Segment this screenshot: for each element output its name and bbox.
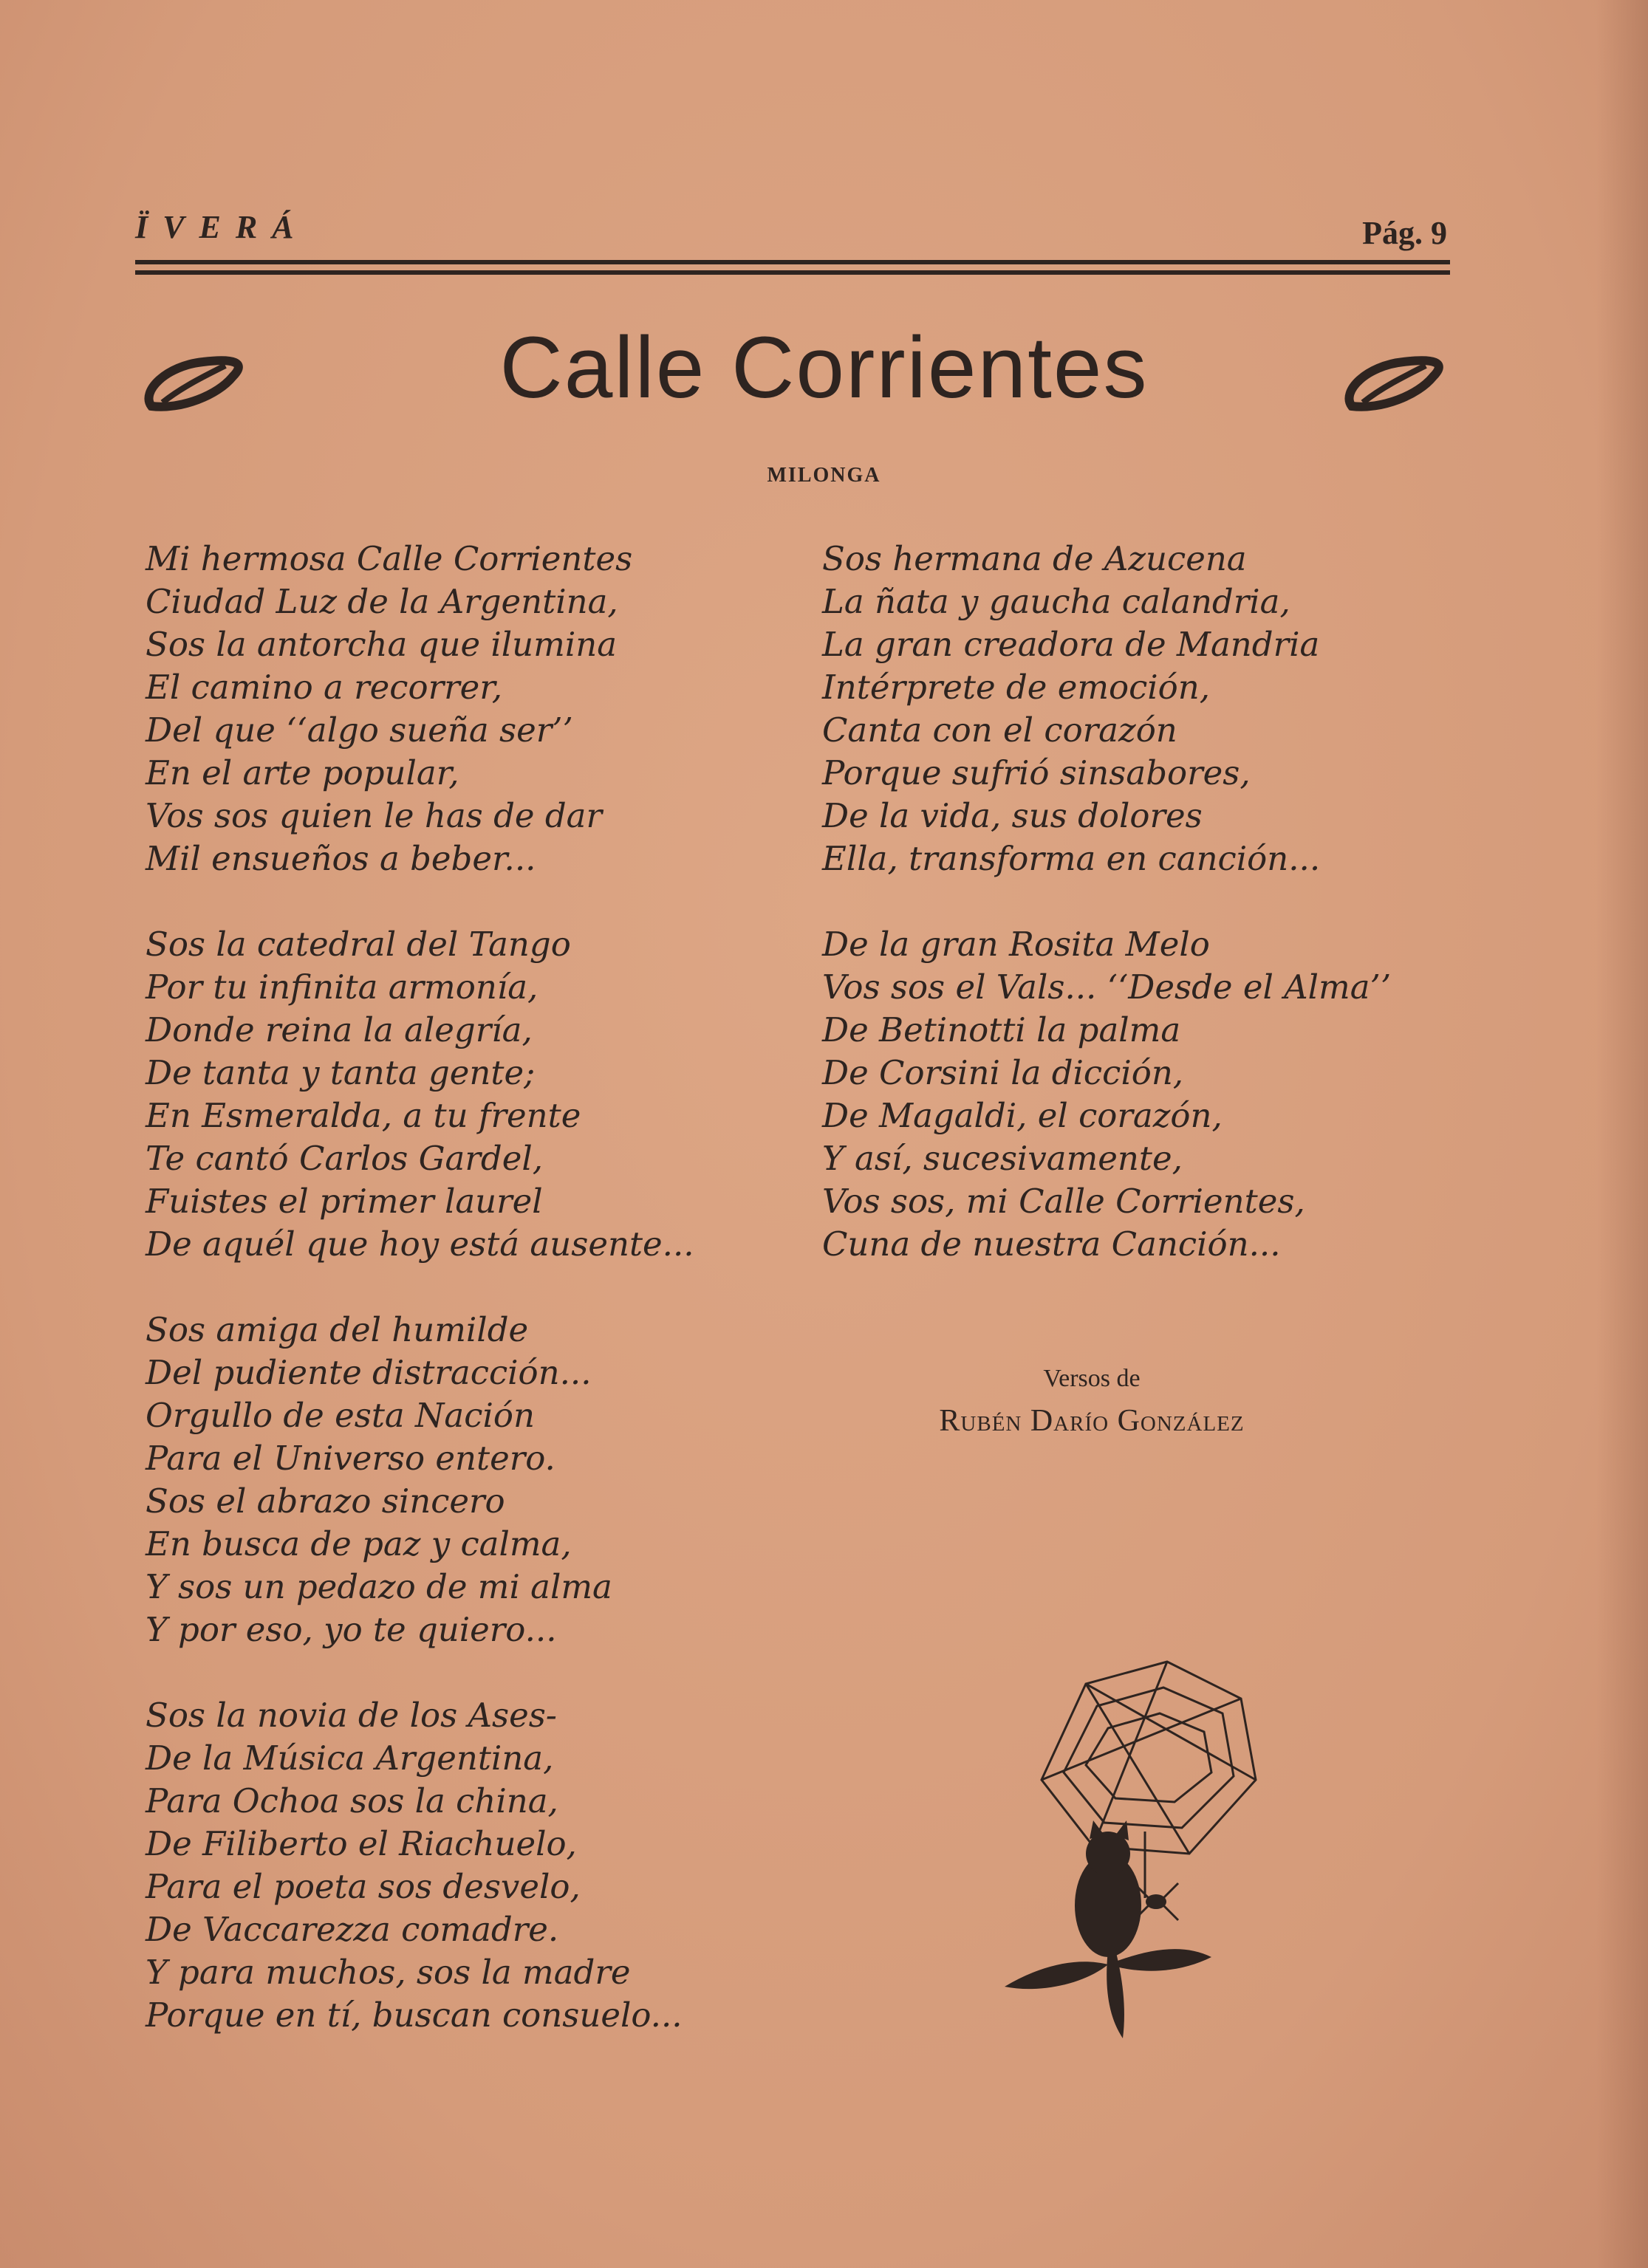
verse-line: Ciudad Luz de la Argentina, — [146, 582, 618, 621]
verse-line: Porque en tí, buscan consuelo... — [146, 1995, 683, 2035]
verse-line: El camino a recorrer, — [146, 668, 503, 707]
right-stanza-1 — [822, 538, 1391, 880]
spider-web-illustration — [997, 1654, 1293, 2046]
verse-line: Sos hermana de Azucena — [822, 539, 1247, 578]
verse-line: Sos el abrazo sincero — [146, 1481, 505, 1521]
verse-line: Sos la antorcha que ilumina — [146, 625, 618, 664]
verse-line: Para Ochoa sos la china, — [146, 1781, 558, 1820]
verse-line: Te cantó Carlos Gardel, — [146, 1139, 544, 1178]
verse-line: Fuistes el primer laurel — [146, 1182, 543, 1221]
verse-line: Sos amiga del humilde — [146, 1310, 529, 1349]
verse-line: Cuna de nuestra Canción... — [822, 1224, 1281, 1264]
verse-line: Vos sos el Vals... ‘‘Desde el Alma’’ — [822, 967, 1392, 1007]
header-rule-bottom — [135, 270, 1450, 275]
verse-line: Para el poeta sos desvelo, — [146, 1867, 581, 1906]
left-stanza-1 — [146, 538, 694, 880]
author-name: Rubén Darío González — [939, 1404, 1245, 1438]
credit-label: Versos de — [1043, 1365, 1141, 1392]
verse-line: De tanta y tanta gente; — [146, 1053, 536, 1092]
verse-line: Por tu infinita armonía, — [146, 967, 538, 1007]
verse-line: Porque sufrió sinsabores, — [822, 753, 1251, 792]
verse-line: De Corsini la dicción, — [822, 1053, 1184, 1092]
left-column — [146, 538, 694, 2080]
left-stanza-4 — [146, 1694, 694, 2037]
verse-line: Canta con el corazón — [822, 710, 1177, 750]
verse-line: En busca de paz y calma, — [146, 1524, 572, 1563]
verse-line: Vos sos, mi Calle Corrientes, — [822, 1182, 1305, 1221]
verse-line: Y así, sucesivamente, — [822, 1139, 1183, 1178]
verse-line: En el arte popular, — [146, 753, 459, 792]
verse-line: De la Música Argentina, — [146, 1738, 554, 1778]
verse-line: Sos la catedral del Tango — [146, 925, 571, 964]
verse-line: Mi hermosa Calle Corrientes — [146, 539, 633, 578]
right-stanza-2 — [822, 923, 1391, 1266]
right-column — [822, 538, 1391, 1309]
running-header-magazine: ÏVERÁ — [135, 209, 309, 245]
left-stanza-2 — [146, 923, 694, 1266]
verse-line: De Vaccarezza comadre. — [146, 1910, 559, 1949]
verse-line: La ñata y gaucha calandria, — [822, 582, 1290, 621]
verse-line: Para el Universo entero. — [146, 1439, 555, 1478]
header-rule-top — [135, 260, 1450, 264]
verse-line: De la vida, sus dolores — [822, 796, 1203, 835]
verse-line: Mil ensueños a beber... — [146, 839, 536, 878]
verse-line: Del que ‘‘algo sueña ser’’ — [146, 710, 573, 750]
verse-line: En Esmeralda, a tu frente — [146, 1096, 581, 1135]
verse-line: De Filiberto el Riachuelo, — [146, 1824, 577, 1863]
verse-line: Y sos un pedazo de mi alma — [146, 1567, 612, 1606]
verse-line: De Magaldi, el corazón, — [822, 1096, 1223, 1135]
verse-line: De la gran Rosita Melo — [822, 925, 1210, 964]
leaf-ornament-right-icon — [1337, 347, 1448, 414]
poem-genre: MILONGA — [767, 464, 881, 487]
verse-line: Vos sos quien le has de dar — [146, 796, 602, 835]
verse-line: Y por eso, yo te quiero... — [146, 1610, 557, 1649]
verse-line: Intérprete de emoción, — [822, 668, 1211, 707]
verse-line: De Betinotti la palma — [822, 1010, 1181, 1049]
verse-line: La gran creadora de Mandria — [822, 625, 1320, 664]
verse-line: Y para muchos, sos la madre — [146, 1953, 631, 1992]
verse-line: Orgullo de esta Nación — [146, 1396, 535, 1435]
verse-line: De aquél que hoy está ausente... — [146, 1224, 694, 1264]
verse-line: Del pudiente distracción... — [146, 1353, 592, 1392]
poem-title: Calle Corrientes — [499, 319, 1149, 417]
left-stanza-3 — [146, 1309, 694, 1651]
verse-line: Donde reina la alegría, — [146, 1010, 533, 1049]
verse-line: Ella, transforma en canción... — [822, 839, 1321, 878]
verse-line: Sos la novia de los Ases- — [146, 1696, 558, 1735]
page-number: Pág. 9 — [1362, 215, 1447, 251]
